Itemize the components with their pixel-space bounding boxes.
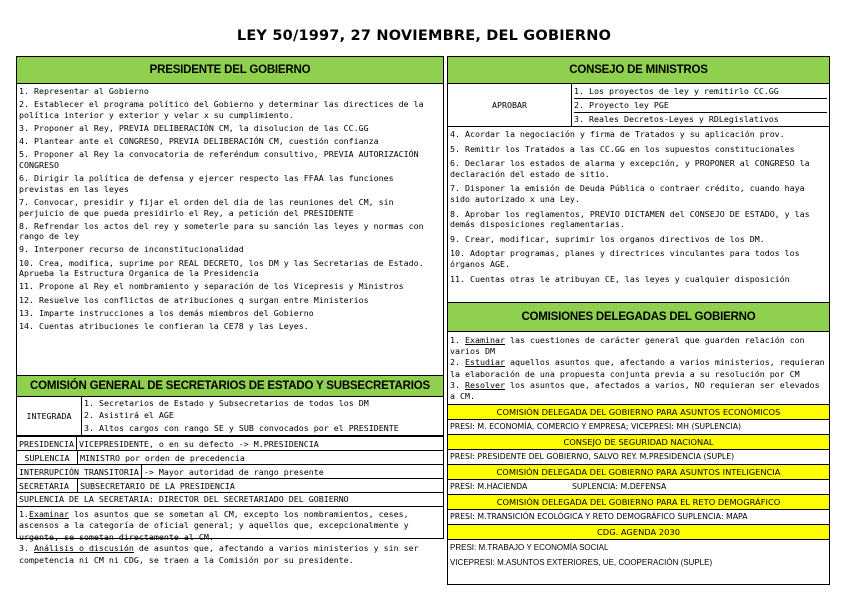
comisiones-estudiar bbox=[448, 357, 829, 379]
c-examinar-text: las cuestiones de carácter general que guarden relación con varios DM bbox=[450, 335, 805, 357]
comisiones-body bbox=[448, 332, 829, 570]
presidente-item: 6. Dirigir la política de defensa y ejercer respecto las FFAA las funciones previstas en las leyes bbox=[19, 173, 394, 194]
presidente-item: 2. Establecer el programa político del Gobierno y determinar las directices de la política interior y exterior y velar x su cumplimiento. bbox=[19, 99, 424, 120]
c-estudiar-num: 2. bbox=[450, 357, 460, 368]
inteligencia-header: COMISIÓN DELEGADA DEL GOBIERNO PARA ASUNTOS INTELIGENCIA bbox=[448, 464, 829, 480]
integrada-label: INTEGRADA bbox=[17, 397, 82, 435]
presidencia-label: PRESIDENCIA bbox=[17, 437, 77, 450]
aprobar-row bbox=[448, 84, 829, 127]
presidente-item: 12. Resuelve los conflictos de atribuciones q surgan entre Ministerios bbox=[19, 294, 369, 305]
integrada-list bbox=[82, 397, 443, 435]
c-examinar-num: 1. bbox=[450, 335, 460, 345]
seguridad-text: PRESI: PRESIDENTE DEL GOBIERNO, SALVO REY. M.PRESIDENCIA (SUPLE) bbox=[450, 452, 735, 462]
agenda-presi: PRESI: M.TRABAJO Y ECONOMÍA SOCIAL bbox=[450, 543, 609, 553]
integrada-item: 2. Asistirá el AGE bbox=[84, 410, 174, 421]
aprobar-label: APROBAR bbox=[448, 84, 572, 126]
examinar-text: los asuntos que se sometan al CM, excepto los nombramientos, ceses, ascensos a la categoría de oficial general; y aquellos que, excepcionalmente y urgente, se sometan directamente al CM. bbox=[19, 509, 409, 542]
agenda-header: CDG. AGENDA 2030 bbox=[448, 524, 829, 540]
suplencia-row bbox=[17, 451, 443, 465]
consejo-item: 6. Declarar los estados de alarma y excepción, y PROPONER al CONGRESO la declaración del estado de sitio. bbox=[450, 158, 810, 179]
interrupcion-row bbox=[17, 465, 443, 479]
comisiones-header: COMISIONES DELEGADAS DEL GOBIERNO bbox=[448, 302, 829, 332]
aprobar-item: 1. Los proyectos de ley y remitirlo CC.GG bbox=[574, 85, 827, 99]
secretaria-label: SECRETARIA bbox=[17, 479, 78, 492]
right-column bbox=[447, 56, 830, 585]
consejo-item: 7. Disponer la emisión de Deuda Pública o contraer crédito, cuando haya sido autorizado x una Ley. bbox=[450, 183, 805, 204]
consejo-item: 9. Crear, modificar, suprimir los organos directivos de los DM. bbox=[450, 233, 765, 244]
presidente-item: 4. Plantear ante el CONGRESO, PREVIA DELIBERACIÓN CM, cuestión confianza bbox=[19, 136, 379, 147]
consejo-box bbox=[447, 56, 830, 585]
analisis-text: de asuntos que, afectando a varios ministerios y sin ser competencia ni CM ni CDG, se traen a la Comisión por su presidente. bbox=[19, 543, 419, 565]
presidente-item: 3. Proponer al Rey, PREVIA DELIBERACIÓN CM, la disolucion de las CC.GG bbox=[19, 122, 369, 133]
presidente-item: 8. Refrendar los actos del rey y someterle para su sanción las leyes y normas con rango de ley bbox=[19, 220, 424, 242]
c-resolver-text: los asuntos que, afectados a varios, NO requieran ser elevados a CM. bbox=[450, 379, 820, 402]
consejo-item: 8. Aprobar los reglamentos, PREVIO DICTAMEN del CONSEJO DE ESTADO, y las demás disposiciones reglamentarias. bbox=[450, 208, 810, 230]
integrada-row bbox=[17, 397, 443, 436]
aprobar-list bbox=[572, 84, 829, 126]
interrupcion-value: -> Mayor autoridad de rango presente bbox=[143, 466, 324, 477]
left-column bbox=[16, 56, 444, 565]
inteligencia-text: PRESI: M.HACIENDA SUPLENCIA: M.DEFENSA bbox=[450, 482, 667, 492]
presidente-header: PRESIDENTE DEL GOBIERNO bbox=[17, 57, 443, 84]
analisis-num: 3. bbox=[19, 543, 29, 554]
c-examinar-word: Examinar bbox=[465, 335, 505, 345]
aprobar-item: 2. Proyecto ley PGE bbox=[574, 99, 827, 113]
integrada-item: 3. Altos cargos con rango SE y SUB convocados por el PRESIDENTE bbox=[84, 422, 399, 433]
presidencia-value: VICEPRESIDENTE, o en su defecto -> M.PRESIDENCIA bbox=[78, 438, 319, 449]
presidente-item: 5. Proponer al Rey la convocatoria de referéndum consultivo, PREVIA AUTORIZACIÓN CONGRESO bbox=[19, 149, 419, 170]
secretaria-value: SUBSECRETARIO DE LA PRESIDENCIA bbox=[80, 480, 235, 491]
suplencia-value: MINISTRO por orden de precedencia bbox=[80, 452, 245, 463]
interrupcion-label: INTERRUPCIÓN TRANSITORIA bbox=[17, 465, 142, 478]
comisiones-examinar bbox=[448, 332, 829, 357]
integrada-item: 1. Secretarios de Estado y Subsecretarios de todos los DM bbox=[84, 398, 369, 408]
economicos-header: COMISIÓN DELEGADA DEL GOBIERNO PARA ASUNTOS ECONÓMICOS bbox=[448, 404, 829, 420]
presidente-item: 10. Crea, modifica, suprime por REAL DECRETO, los DM y las Secretarias de Estado. Aprueba la Estructura Organica de la Presidencia bbox=[19, 257, 424, 279]
agenda-vice: VICEPRESI: M.ASUNTOS EXTERIORES, UE, COOPERACIÓN (SUPLE) bbox=[450, 558, 713, 568]
c-resolver-word: Resolver bbox=[465, 379, 505, 390]
analisis-cm bbox=[17, 543, 443, 566]
presidente-item: 7. Convocar, presidir y fijar el orden del día de las reuniones del CM, sin perjuicio de que pueda presidirlo el Rey, a petición del PRESIDENTE bbox=[19, 196, 394, 218]
comision-general-body bbox=[17, 397, 443, 566]
c-resolver-num: 3. bbox=[450, 379, 460, 390]
consejo-item: 5. Remitir los Tratados a las CC.GG en los supuestos constitucionales bbox=[450, 143, 795, 154]
examinar-num: 1. bbox=[19, 509, 29, 519]
economicos-text: PRESI: M. ECONOMÍA, COMERCIO Y EMPRESA; VICEPRESI: MH (SUPLENCIA) bbox=[450, 422, 742, 432]
c-estudiar-word: Estudiar bbox=[465, 357, 505, 368]
suplencia-label: SUPLENCIA bbox=[17, 451, 78, 464]
demografico-header: COMISIÓN DELEGADA DEL GOBIERNO PARA EL RETO DEMOGRÁFICO bbox=[448, 494, 829, 510]
presidente-item: 11. Propone al Rey el nombramiento y separación de los Vicepresis y Ministros bbox=[19, 281, 404, 292]
c-estudiar-text: aquellos asuntos que, afectando a varios ministerios, requieran la elaboración de una propuesta conjunta previa a su resolución por CM bbox=[450, 357, 825, 379]
consejo-item: 10. Adoptar programas, planes y directrices vinculantes para todos los órganos AGE. bbox=[450, 248, 800, 269]
presidente-box bbox=[16, 56, 444, 565]
presidente-item: 14. Cuentas atribuciones le confieran la CE78 y las Leyes. bbox=[19, 321, 309, 331]
presidente-item: 13. Imparte instrucciones a los demás miembros del Gobierno bbox=[19, 307, 314, 318]
comisiones-resolver bbox=[448, 380, 829, 404]
consejo-item: 4. Acordar la negociación y firma de Tratados y su aplicación prov. bbox=[450, 129, 785, 139]
demografico-text: PRESI: M.TRANSICIÓN ECOLÓGICA Y RETO DEMOGRÁFICO SUPLENCIA: MAPA bbox=[450, 512, 748, 522]
page-title: LEY 50/1997, 27 NOVIEMBRE, DEL GOBIERNO bbox=[236, 28, 612, 44]
consejo-header: CONSEJO DE MINISTROS bbox=[448, 57, 829, 84]
examinar-word: Examinar bbox=[29, 509, 69, 519]
seguridad-header: CONSEJO DE SEGURIDAD NACIONAL bbox=[448, 434, 829, 450]
secretaria-row bbox=[17, 479, 443, 493]
aprobar-item: 3. Reales Decretos-Leyes y RDLegislativos bbox=[574, 114, 779, 124]
examinar-cm bbox=[17, 507, 443, 543]
consejo-item: 11. Cuentas otras le atribuyan CE, las leyes y cualquier disposición bbox=[450, 273, 790, 284]
comision-general-header: COMISIÓN GENERAL DE SECRETARIOS DE ESTADO Y SUBSECRETARIOS bbox=[17, 375, 443, 397]
consejo-list bbox=[448, 127, 829, 286]
suplencia-secretaria: SUPLENCIA DE LA SECRETARIA: DIRECTOR DEL SECRETARIADO DEL GOBIERNO bbox=[17, 493, 443, 507]
presidente-list bbox=[17, 84, 443, 332]
presidente-item: 1. Representar al Gobierno bbox=[19, 86, 149, 96]
analisis-word: Análisis o discusión bbox=[34, 543, 134, 554]
presidencia-row bbox=[17, 436, 443, 451]
presidente-item: 9. Interponer recurso de inconstitucionalidad bbox=[19, 244, 244, 255]
